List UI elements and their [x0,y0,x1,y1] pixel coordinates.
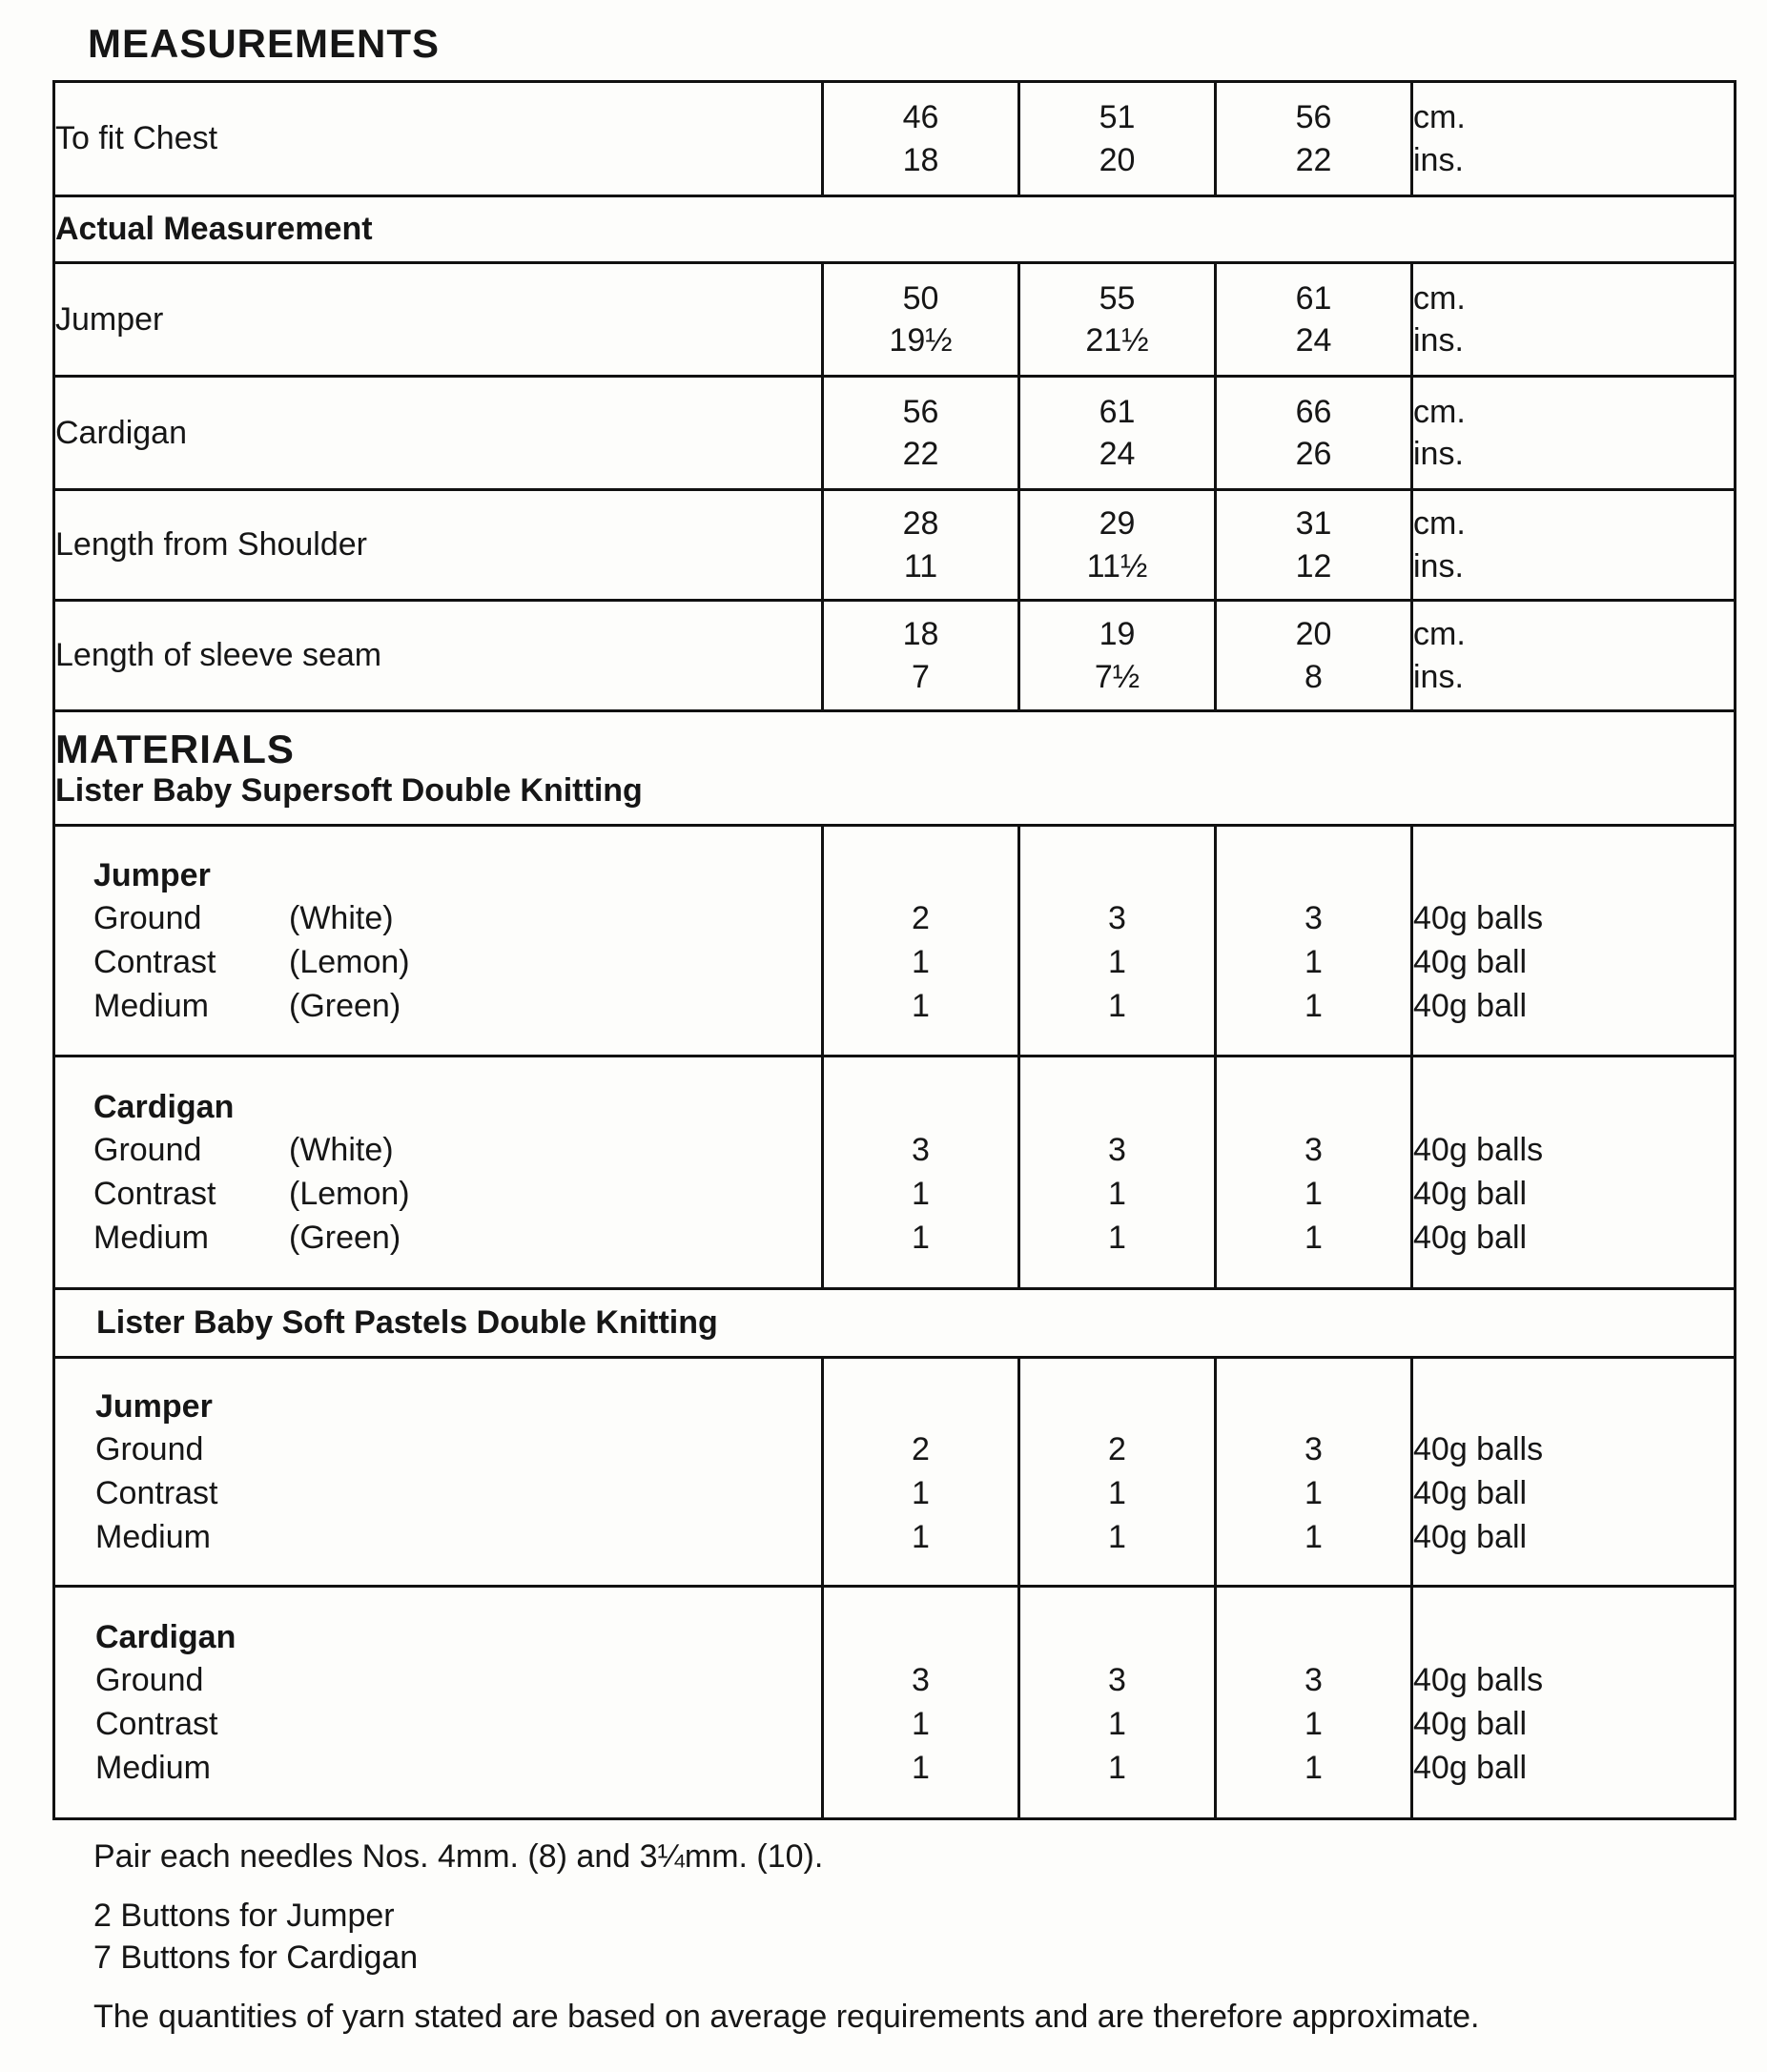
size-cell: 18 7 [823,601,1019,711]
size-cell: 51 20 [1019,82,1216,196]
qty-cell: 3 1 1 [823,1587,1019,1819]
qty-cell: 3 1 1 [823,1057,1019,1289]
unit-cell: cm. ins. [1412,263,1736,377]
page-title: MEASUREMENTS [88,21,441,66]
qty-unit-cell: 40g balls 40g ball 40g ball [1412,1057,1736,1289]
materials-label-cell [54,1057,823,1289]
size-cell: 50 19½ [823,263,1019,377]
item-name: Medium [95,1518,211,1555]
measure-row-cardigan [54,377,1736,490]
qty-cell: 3 1 1 [1019,826,1216,1057]
size-cell: 46 18 [823,82,1019,196]
qty-cell: 2 1 1 [823,826,1019,1057]
buttons-cardigan-note: 7 Buttons for Cardigan [93,1939,419,1976]
materials-label-cell [54,826,823,1057]
materials-block-jumper-pastels [54,1358,1736,1587]
size-cell: 66 26 [1216,377,1412,490]
actual-measurement-row [54,196,1736,263]
materials-label-cell [54,1358,823,1587]
needles-note: Pair each needles Nos. 4mm. (8) and 3¼mm. (10). [93,1838,824,1875]
unit-cell: cm. ins. [1412,490,1736,601]
qty-cell: 3 1 1 [1216,826,1412,1057]
unit-cell: cm. ins. [1412,377,1736,490]
measure-row-length-shoulder [54,490,1736,601]
item-name: Contrast [95,1474,218,1511]
block-title: Cardigan [95,1618,236,1655]
row-label: Cardigan [54,377,823,490]
size-cell: 20 8 [1216,601,1412,711]
qty-cell: 3 1 1 [1216,1358,1412,1587]
quantities-note: The quantities of yarn stated are based on average requirements and are therefore approximate. [93,1999,1480,2035]
section-heading: Actual Measurement [54,196,1736,263]
size-cell: 61 24 [1216,263,1412,377]
qty-cell: 3 1 1 [1019,1057,1216,1289]
qty-cell: 2 1 1 [1019,1358,1216,1587]
measurements-table [52,80,1736,1820]
measure-row-jumper [54,263,1736,377]
size-cell: 61 24 [1019,377,1216,490]
materials-title: MATERIALS [55,726,295,771]
size-cell: 29 11½ [1019,490,1216,601]
row-label: Length from Shoulder [54,490,823,601]
size-cell: 56 22 [1216,82,1412,196]
qty-cell: 3 1 1 [1216,1587,1412,1819]
measure-row-sleeve-seam [54,601,1736,711]
to-fit-chest-row [54,82,1736,196]
item-name: Ground [93,899,202,936]
item-colour: (Lemon) [289,943,410,980]
qty-unit-cell: 40g balls 40g ball 40g ball [1412,1358,1736,1587]
block-title: Jumper [95,1387,213,1425]
qty-cell: 2 1 1 [823,1358,1019,1587]
block-title: Jumper [93,856,211,893]
qty-unit-cell: 40g balls 40g ball 40g ball [1412,1587,1736,1819]
materials-block-cardigan-pastels [54,1587,1736,1819]
size-cell: 56 22 [823,377,1019,490]
item-colour: (Green) [289,987,401,1024]
item-name: Contrast [93,943,216,980]
item-colour: (White) [289,899,394,936]
row-label: Jumper [54,263,823,377]
item-name: Contrast [95,1705,218,1742]
item-name: Medium [93,987,209,1024]
unit-cell: cm. ins. [1412,82,1736,196]
notes [93,1836,1479,2038]
row-label: To fit Chest [54,82,823,196]
size-cell: 31 12 [1216,490,1412,601]
item-name: Ground [95,1661,204,1698]
materials-heading-row [54,711,1736,826]
materials-label-cell [54,1587,823,1819]
buttons-jumper-note: 2 Buttons for Jumper [93,1898,395,1934]
item-name: Medium [95,1749,211,1786]
size-cell: 55 21½ [1019,263,1216,377]
yarn-name: Lister Baby Soft Pastels Double Knitting [54,1289,1736,1358]
materials-block-cardigan [54,1057,1736,1289]
unit-cell: cm. ins. [1412,601,1736,711]
item-colour: (White) [289,1131,394,1168]
materials-block-jumper [54,826,1736,1057]
materials-heading [54,711,1736,826]
yarn-name: Lister Baby Supersoft Double Knitting [55,771,643,809]
row-label: Length of sleeve seam [54,601,823,711]
item-name: Ground [95,1430,204,1467]
item-name: Medium [93,1219,209,1256]
item-name: Ground [93,1131,202,1168]
item-colour: (Lemon) [289,1175,410,1212]
item-name: Contrast [93,1175,216,1212]
qty-unit-cell: 40g balls 40g ball 40g ball [1412,826,1736,1057]
size-cell: 28 11 [823,490,1019,601]
yarn2-heading-row [54,1289,1736,1358]
size-cell: 19 7½ [1019,601,1216,711]
qty-cell: 3 1 1 [1216,1057,1412,1289]
item-colour: (Green) [289,1219,401,1256]
block-title: Cardigan [93,1088,235,1125]
qty-cell: 3 1 1 [1019,1587,1216,1819]
